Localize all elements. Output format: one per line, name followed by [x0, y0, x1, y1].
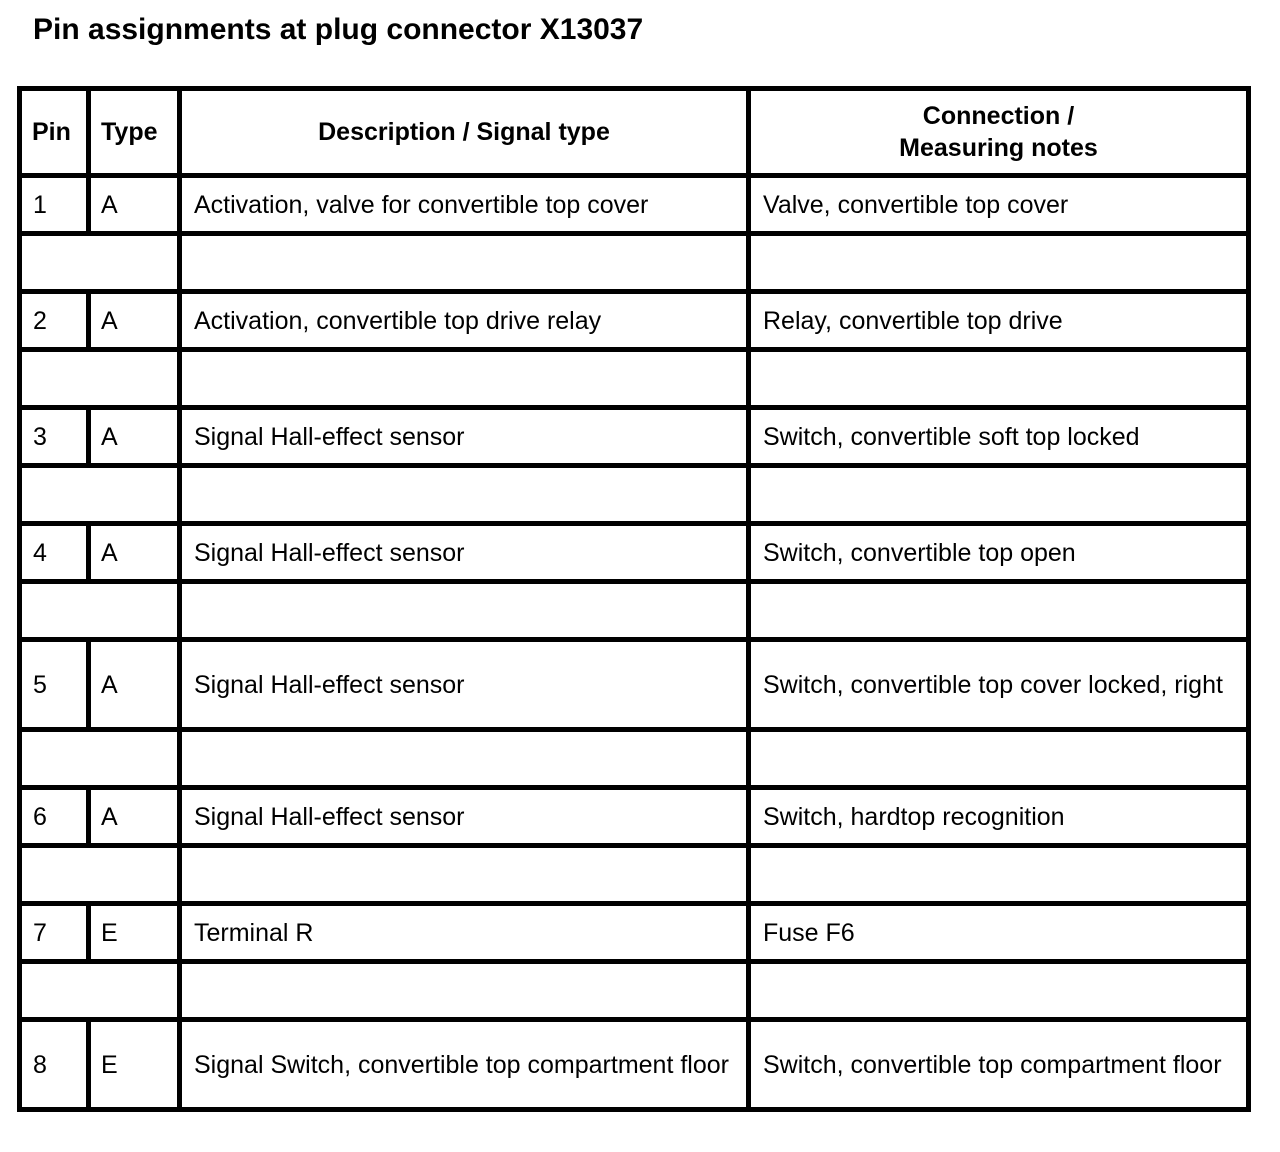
pin-number: 1	[20, 176, 89, 234]
spacer-cell	[180, 466, 749, 524]
pin-connection: Switch, convertible top open	[749, 524, 1249, 582]
pin-description: Terminal R	[180, 904, 749, 962]
spacer-cell	[749, 582, 1249, 640]
spacer-cell	[20, 730, 180, 788]
spacer-cell	[180, 730, 749, 788]
spacer-cell	[749, 730, 1249, 788]
pin-description: Signal Hall-effect sensor	[180, 788, 749, 846]
table-row	[20, 1020, 1249, 1110]
pin-number: 2	[20, 292, 89, 350]
pin-type: E	[89, 1020, 180, 1110]
pin-connection: Switch, convertible top compartment floor	[749, 1020, 1249, 1110]
spacer-cell	[749, 962, 1249, 1020]
table-row	[20, 292, 1249, 350]
spacer-cell	[20, 846, 180, 904]
pin-connection: Switch, convertible soft top locked	[749, 408, 1249, 466]
pin-type: A	[89, 788, 180, 846]
pin-number: 8	[20, 1020, 89, 1110]
pin-assignment-table	[17, 86, 1251, 1112]
spacer-cell	[749, 234, 1249, 292]
spacer-row	[20, 962, 1249, 1020]
header-description: Description / Signal type	[180, 89, 749, 176]
spacer-cell	[20, 962, 180, 1020]
pin-type: A	[89, 524, 180, 582]
spacer-cell	[20, 466, 180, 524]
header-connection-line1: Connection /	[922, 102, 1075, 130]
pin-connection: Switch, hardtop recognition	[749, 788, 1249, 846]
spacer-cell	[180, 350, 749, 408]
table-row	[20, 176, 1249, 234]
pin-connection: Valve, convertible top cover	[749, 176, 1249, 234]
pin-type: A	[89, 292, 180, 350]
table-row	[20, 524, 1249, 582]
pin-description: Signal Hall-effect sensor	[180, 640, 749, 730]
spacer-row	[20, 350, 1249, 408]
pin-connection: Fuse F6	[749, 904, 1249, 962]
pin-type: A	[89, 408, 180, 466]
header-connection-line2: Measuring notes	[899, 134, 1098, 162]
spacer-cell	[180, 582, 749, 640]
spacer-cell	[20, 582, 180, 640]
pin-number: 4	[20, 524, 89, 582]
spacer-cell	[180, 962, 749, 1020]
pin-description: Signal Switch, convertible top compartment floor	[180, 1020, 749, 1110]
table-header-row	[20, 89, 1249, 176]
pin-description: Signal Hall-effect sensor	[180, 408, 749, 466]
header-type: Type	[89, 89, 180, 176]
pin-description: Activation, convertible top drive relay	[180, 292, 749, 350]
spacer-cell	[749, 350, 1249, 408]
spacer-row	[20, 846, 1249, 904]
spacer-cell	[20, 234, 180, 292]
header-connection	[749, 89, 1249, 176]
spacer-cell	[749, 846, 1249, 904]
pin-connection: Switch, convertible top cover locked, right	[749, 640, 1249, 730]
pin-connection: Relay, convertible top drive	[749, 292, 1249, 350]
pin-description: Signal Hall-effect sensor	[180, 524, 749, 582]
pin-number: 5	[20, 640, 89, 730]
table-row	[20, 788, 1249, 846]
spacer-cell	[180, 846, 749, 904]
spacer-row	[20, 466, 1249, 524]
pin-type: E	[89, 904, 180, 962]
page-title: Pin assignments at plug connector X13037	[33, 13, 644, 46]
pin-type: A	[89, 176, 180, 234]
spacer-row	[20, 234, 1249, 292]
table-row	[20, 408, 1249, 466]
spacer-row	[20, 730, 1249, 788]
spacer-cell	[180, 234, 749, 292]
pin-number: 3	[20, 408, 89, 466]
pin-type: A	[89, 640, 180, 730]
pin-number: 7	[20, 904, 89, 962]
spacer-cell	[749, 466, 1249, 524]
spacer-row	[20, 582, 1249, 640]
pin-description: Activation, valve for convertible top cover	[180, 176, 749, 234]
pin-number: 6	[20, 788, 89, 846]
spacer-cell	[20, 350, 180, 408]
header-pin: Pin	[20, 89, 89, 176]
table-row	[20, 904, 1249, 962]
table-row	[20, 640, 1249, 730]
